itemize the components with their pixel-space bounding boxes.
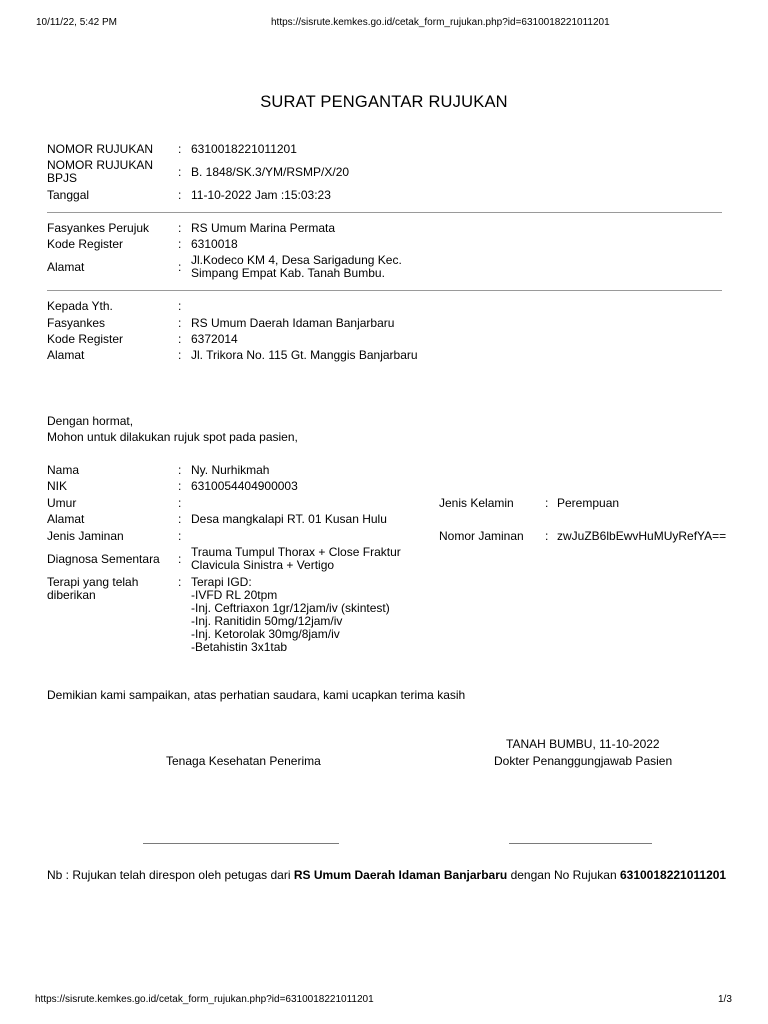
nomor-rujukan-value: 6310018221011201 [191, 142, 297, 156]
nama-value: Ny. Nurhikmah [191, 463, 270, 477]
fasyankes-tujuan-label: Fasyankes [47, 316, 106, 330]
kepada-label: Kepada Yth. [47, 299, 113, 313]
terapi-label-2: diberikan [47, 588, 96, 602]
alamat-tujuan-label: Alamat [47, 348, 85, 362]
page-number: 1/3 [718, 994, 732, 1005]
salam-line2: Mohon untuk dilakukan rujuk spot pada pasien, [47, 430, 298, 444]
nomor-jaminan-value: zwJuZB6lbEwvHuMUyRefYA== [557, 529, 727, 543]
nomor-rujukan-bpjs-label-1: NOMOR RUJUKAN [47, 158, 154, 172]
colon: : [178, 237, 182, 251]
print-datetime: 10/11/22, 5:42 PM [36, 17, 117, 28]
alamat-pasien-label: Alamat [47, 512, 85, 526]
receiver-signature-line [143, 843, 339, 844]
colon: : [545, 496, 549, 510]
colon: : [178, 575, 182, 589]
kode-register-perujuk-label: Kode Register [47, 237, 124, 251]
print-url: https://sisrute.kemkes.go.id/cetak_form_rujukan.php?id=6310018221011201 [271, 17, 610, 28]
note-hospital: RS Umum Daerah Idaman Banjarbaru [293, 868, 508, 882]
nomor-rujukan-label: NOMOR RUJUKAN [47, 142, 154, 156]
colon: : [545, 529, 549, 543]
colon: : [178, 512, 182, 526]
page-title: SURAT PENGANTAR RUJUKAN [260, 93, 508, 111]
diagnosa-label: Diagnosa Sementara [47, 552, 160, 566]
alamat-perujuk-line2: Simpang Empat Kab. Tanah Bumbu. [191, 266, 385, 280]
colon: : [178, 142, 182, 156]
colon: : [178, 316, 182, 330]
colon: : [178, 260, 182, 274]
note-middle: dengan No Rujukan [507, 868, 620, 882]
nama-label: Nama [47, 463, 80, 477]
alamat-perujuk-label: Alamat [47, 260, 85, 274]
alamat-perujuk-line1: Jl.Kodeco KM 4, Desa Sarigadung Kec. [191, 253, 402, 267]
tanggal-value: 11-10-2022 Jam :15:03:23 [191, 188, 331, 202]
jenis-kelamin-label: Jenis Kelamin [439, 496, 514, 510]
kode-register-tujuan-value: 6372014 [191, 332, 238, 346]
diagnosa-line2: Clavicula Sinistra + Vertigo [191, 558, 335, 572]
divider [47, 212, 722, 213]
colon: : [178, 479, 182, 493]
salam-line1: Dengan hormat, [47, 414, 134, 428]
tanggal-label: Tanggal [47, 188, 90, 202]
kode-register-perujuk-value: 6310018 [191, 237, 238, 251]
nik-label: NIK [47, 479, 68, 493]
doctor-title: Dokter Penanggungjawab Pasien [494, 754, 673, 768]
fasyankes-perujuk-value: RS Umum Marina Permata [191, 221, 336, 235]
umur-label: Umur [47, 496, 77, 510]
kode-register-tujuan-label: Kode Register [47, 332, 124, 346]
note-prefix: Nb : Rujukan telah direspon oleh petugas dari [47, 868, 294, 882]
terapi-line: Terapi IGD: [191, 575, 252, 589]
divider [47, 290, 722, 291]
terapi-line: -Inj. Ketorolak 30mg/8jam/iv [191, 627, 340, 641]
colon: : [178, 529, 182, 543]
terapi-label-1: Terapi yang telah [47, 575, 139, 589]
note-referral-number: 6310018221011201 [619, 868, 727, 882]
colon: : [178, 221, 182, 235]
diagnosa-line1: Trauma Tumpul Thorax + Close Fraktur [191, 545, 401, 559]
terapi-line: -Inj. Ranitidin 50mg/12jam/iv [191, 614, 343, 628]
colon: : [178, 348, 182, 362]
colon: : [178, 165, 182, 179]
colon: : [178, 496, 182, 510]
receiver-title: Tenaga Kesehatan Penerima [166, 754, 321, 768]
jenis-jaminan-label: Jenis Jaminan [47, 529, 124, 543]
nomor-rujukan-bpjs-value: B. 1848/SK.3/YM/RSMP/X/20 [191, 165, 350, 179]
alamat-tujuan-value: Jl. Trikora No. 115 Gt. Manggis Banjarbaru [191, 348, 418, 362]
terapi-line: -Inj. Ceftriaxon 1gr/12jam/iv (skintest) [191, 601, 390, 615]
alamat-pasien-value: Desa mangkalapi RT. 01 Kusan Hulu [191, 512, 387, 526]
colon: : [178, 332, 182, 346]
nomor-rujukan-bpjs-label-2: BPJS [47, 171, 78, 185]
footer-url: https://sisrute.kemkes.go.id/cetak_form_rujukan.php?id=6310018221011201 [35, 994, 374, 1005]
closing-text: Demikian kami sampaikan, atas perhatian saudara, kami ucapkan terima kasih [47, 688, 466, 702]
response-note [47, 869, 726, 882]
fasyankes-tujuan-value: RS Umum Daerah Idaman Banjarbaru [191, 316, 395, 330]
colon: : [178, 552, 182, 566]
fasyankes-perujuk-label: Fasyankes Perujuk [47, 221, 150, 235]
terapi-line: -IVFD RL 20tpm [191, 588, 278, 602]
colon: : [178, 299, 182, 313]
place-date: TANAH BUMBU, 11-10-2022 [506, 737, 660, 751]
terapi-line: -Betahistin 3x1tab [191, 640, 288, 654]
jenis-kelamin-value: Perempuan [557, 496, 620, 510]
nomor-jaminan-label: Nomor Jaminan [439, 529, 524, 543]
doctor-signature-line [509, 843, 652, 844]
colon: : [178, 188, 182, 202]
colon: : [178, 463, 182, 477]
nik-value: 6310054404900003 [191, 479, 298, 493]
